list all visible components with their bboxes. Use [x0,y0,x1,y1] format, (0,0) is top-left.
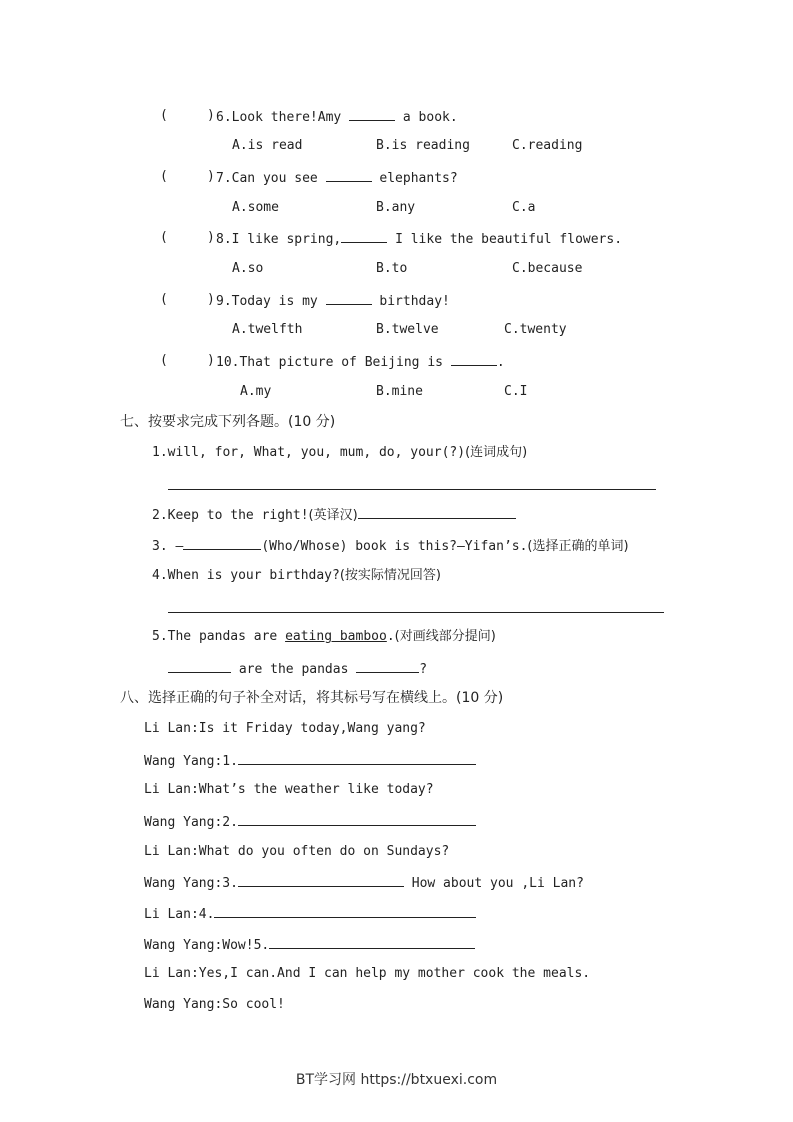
section-7-heading: 七、按要求完成下列各题。(10 分) [120,414,336,430]
dialogue-line: Wang Yang:3. How about you ,Li Lan? [144,873,584,893]
option-b: B.twelve [376,322,439,337]
dialogue-line: Li Lan:Yes,I can.And I can help my mother cook the meals. [144,966,591,981]
dialogue-line: Wang Yang:2. [144,812,476,832]
dialogue-line: Wang Yang:So cool! [144,997,285,1012]
question-stem: 9.Today is my birthday! [216,291,450,311]
dialogue-line: Li Lan:4. [144,904,476,924]
answer-paren: ( ) [160,108,215,123]
option-a: A.is read [232,138,303,153]
question-7-3: 3. — (Who/Whose) book is this?—Yifan’s.(选择正确的单词) [152,536,629,556]
option-c: C.I [504,384,528,399]
option-b: B.is reading [376,138,470,153]
option-b: B.to [376,261,408,276]
fill-blank[interactable] [326,168,372,182]
fill-blank[interactable] [269,935,475,949]
answer-line[interactable] [168,489,656,490]
option-a: A.twelfth [232,322,303,337]
question-7-1: 1.will, for, What, you, mum, do, your(?)(连词成句) [152,445,528,460]
option-a: A.some [232,200,279,215]
answer-line[interactable] [168,612,664,613]
option-a: A.so [232,261,264,276]
fill-blank[interactable] [341,229,387,243]
fill-blank[interactable] [183,536,261,550]
fill-blank[interactable] [238,812,476,826]
question-stem: 10.That picture of Beijing is . [216,352,505,372]
option-c: C.a [512,200,536,215]
fill-blank[interactable] [214,904,476,918]
fill-blank[interactable] [238,873,404,887]
question-7-5: 5.The pandas are eating bamboo.(对画线部分提问) [152,629,496,644]
section-8-heading: 八、选择正确的句子补全对话，将其标号写在横线上。(10 分) [120,690,504,706]
answer-blank[interactable] [358,505,516,519]
question-stem: 7.Can you see elephants? [216,168,458,188]
answer-paren: ( ) [160,353,215,368]
dialogue-line: Wang Yang:Wow!5. [144,935,475,955]
fill-blank[interactable] [238,751,476,765]
option-c: C.twenty [504,322,567,337]
answer-paren: ( ) [160,292,215,307]
option-b: B.mine [376,384,423,399]
answer-paren: ( ) [160,230,215,245]
underlined-phrase: eating bamboo [285,629,387,644]
fill-blank[interactable] [451,352,497,366]
dialogue-line: Li Lan:What do you often do on Sundays? [144,844,450,859]
question-7-4: 4.When is your birthday?(按实际情况回答) [152,568,441,583]
answer-paren: ( ) [160,169,215,184]
dialogue-line: Wang Yang:1. [144,751,476,771]
fill-blank[interactable] [356,659,419,673]
option-a: A.my [240,384,272,399]
question-7-2: 2.Keep to the right!(英译汉) [152,505,516,525]
fill-blank[interactable] [326,291,372,305]
option-c: C.because [512,261,583,276]
fill-blank[interactable] [349,107,395,121]
footer-watermark: BT学习网 https://btxuexi.com [295,1072,498,1088]
question-stem: 8.I like spring, I like the beautiful flowers. [216,229,622,249]
option-b: B.any [376,200,416,215]
dialogue-line: Li Lan:Is it Friday today,Wang yang? [144,721,426,736]
question-stem: 6.Look there!Amy a book. [216,107,458,127]
question-7-5-answer: are the pandas ? [168,659,427,679]
dialogue-line: Li Lan:What’s the weather like today? [144,782,434,797]
fill-blank[interactable] [168,659,231,673]
option-c: C.reading [512,138,583,153]
